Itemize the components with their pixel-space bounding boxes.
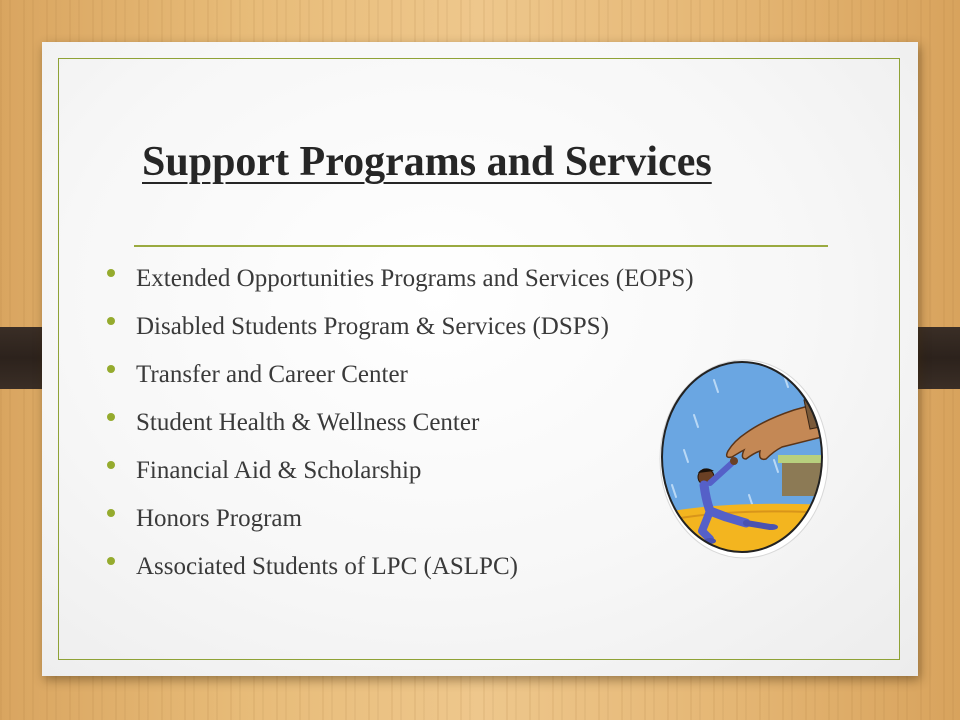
bullet-item [104, 310, 694, 358]
bullet-dot-icon [107, 365, 115, 373]
bullet-dot-icon [107, 269, 115, 277]
bullet-list [104, 262, 694, 598]
bullet-dot-icon [107, 413, 115, 421]
helping-hand-clipart-icon [654, 355, 830, 559]
bullet-dot-icon [107, 509, 115, 517]
bullet-text: Disabled Students Program & Services (DSPS) [136, 313, 609, 340]
slide-card [42, 42, 918, 676]
title-divider [134, 245, 828, 247]
bullet-text: Financial Aid & Scholarship [136, 457, 422, 484]
slide-title: Support Programs and Services [142, 139, 712, 185]
bullet-text: Honors Program [136, 505, 302, 532]
bullet-item [104, 262, 694, 310]
bullet-item [104, 454, 694, 502]
bullet-text: Student Health & Wellness Center [136, 409, 480, 436]
bullet-item [104, 550, 694, 598]
bullet-dot-icon [107, 461, 115, 469]
bullet-item [104, 406, 694, 454]
bullet-text: Associated Students of LPC (ASLPC) [136, 553, 518, 580]
bullet-item [104, 502, 694, 550]
bullet-item [104, 358, 694, 406]
bullet-dot-icon [107, 317, 115, 325]
bullet-text: Extended Opportunities Programs and Services (EOPS) [136, 265, 694, 292]
bullet-text: Transfer and Career Center [136, 361, 408, 388]
bullet-dot-icon [107, 557, 115, 565]
